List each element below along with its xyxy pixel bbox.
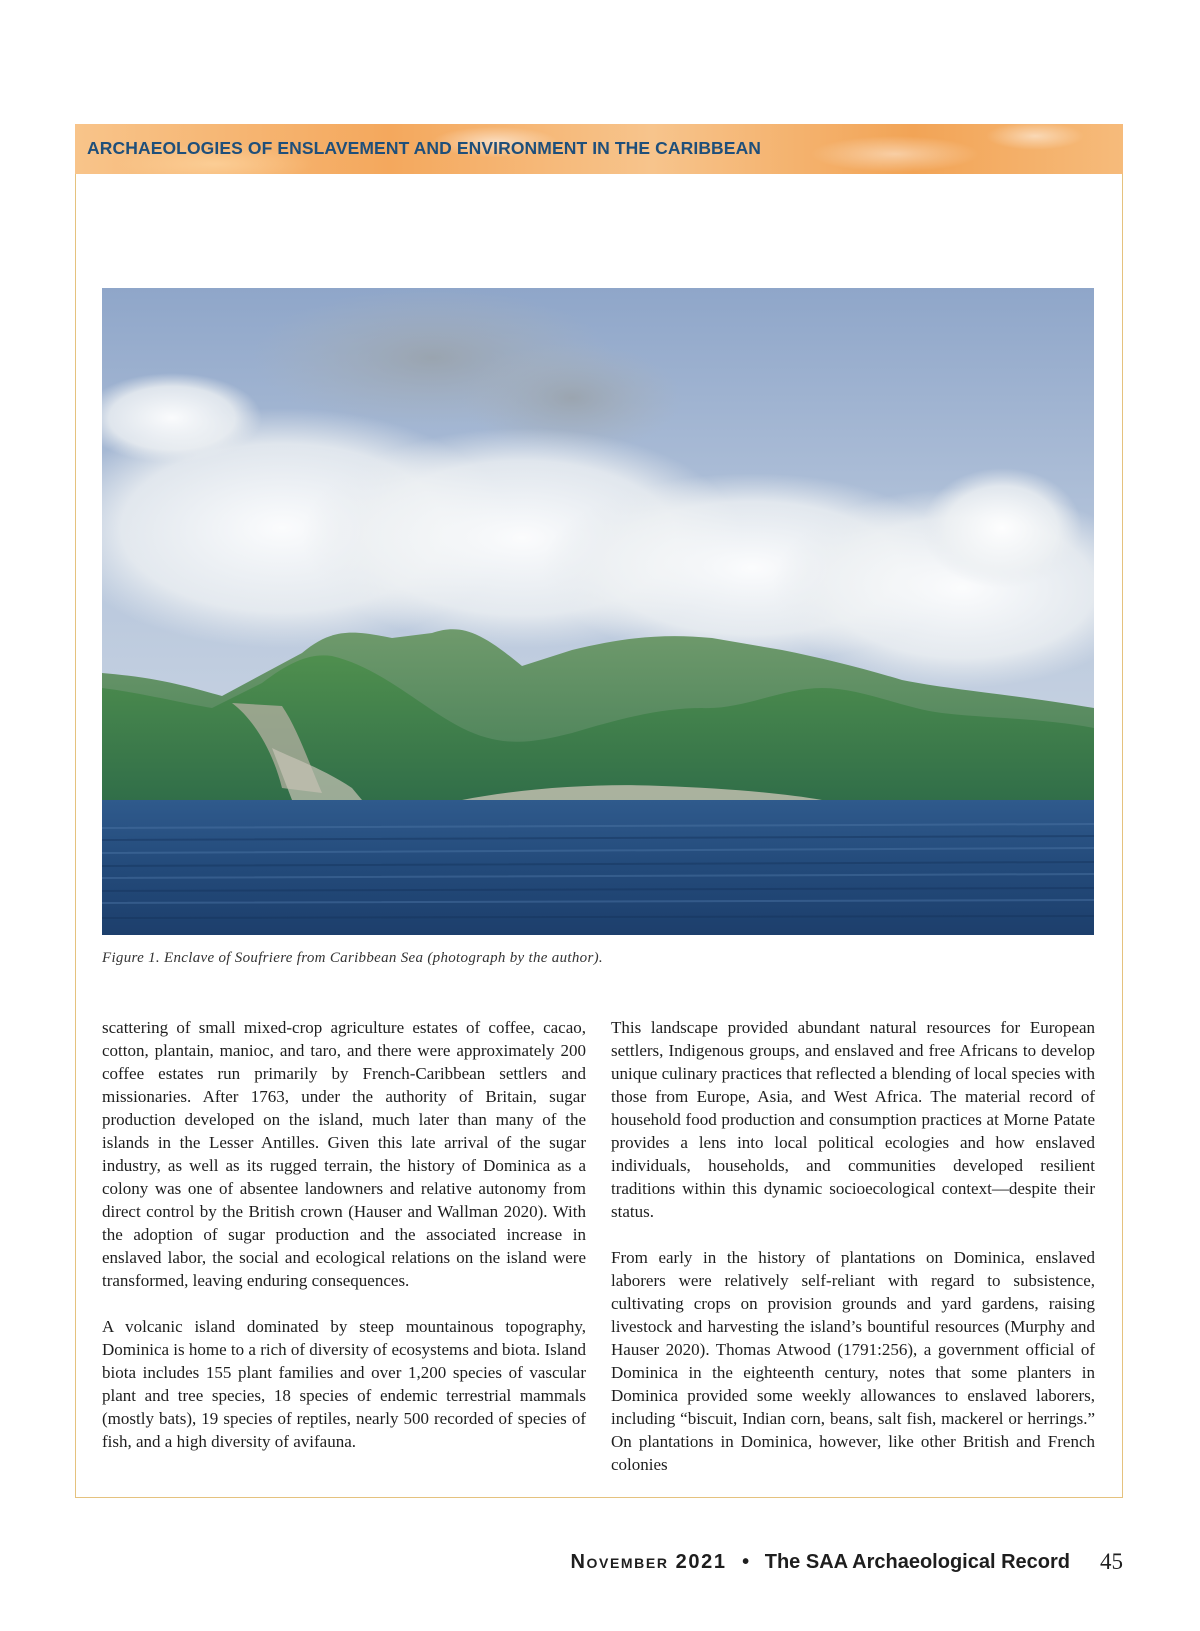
running-footer [571,1551,1071,1574]
paragraph: A volcanic island dominated by steep mountainous topography, Dominica is home to a rich of diversity of ecosystems and biota. Island biota includes 155 plant families and over 1,200 species of vascular plant and tree species, 18 species of endemic terrestrial mammals (mostly bats), 19 species of reptiles, nearly 500 recorded of species of fish, and a high diversity of avifauna. [102,1317,586,1451]
text-column-left [102,1016,586,1453]
paragraph: This landscape provided abundant natural resources for European settlers, Indigenous groups, and enslaved and free Africans to develop unique culinary practices that reflected a blending of local species with those from Europe, Asia, and West Africa. The material record of household food production and consumption practices at Morne Patate provides a lens into local political ecologies and how enslaved individuals, households, and communities developed resilient traditions within this dynamic socioecological context—despite their status. [611,1018,1095,1221]
footer-bullet: • [742,1551,750,1573]
text-column-right [611,1016,1095,1476]
banner-title: ARCHAEOLOGIES OF ENSLAVEMENT AND ENVIRONMENT IN THE CARIBBEAN [87,138,762,158]
paragraph: scattering of small mixed-crop agriculture estates of coffee, cacao, cotton, plantain, manioc, and taro, and there were approximately 200 coffee estates run primarily by French-Caribbean settlers and missionaries. After 1763, under the authority of Britain, sugar production developed on the island, much later than many of the islands in the Lesser Antilles. Given this late arrival of the sugar industry, as well as its rugged terrain, the history of Dominica as a colony was one of absentee landowners and relative autonomy from direct control by the British crown (Hauser and Wallman 2020). With the adoption of sugar production and the associated increase in enslaved labor, the social and ecological relations on the island were transformed, leaving enduring consequences. [102,1018,586,1290]
figure-caption: Figure 1. Enclave of Soufriere from Caribbean Sea (photograph by the author). [102,950,603,966]
footer-date: November 2021 [570,1551,727,1573]
footer-publication: The SAA Archaeological Record [764,1551,1070,1573]
figure-photo [102,288,1094,935]
section-banner [75,124,1123,174]
page-number: 45 [1100,1549,1123,1574]
paragraph: From early in the history of plantations on Dominica, enslaved laborers were relatively self-reliant with regard to subsistence, cultivating crops on provision grounds and yard gardens, raising livestock and harvesting the island’s bountiful resources (Murphy and Hauser 2020). Thomas Atwood (1791:256), a government official of Dominica in the eighteenth century, notes that some planters in Dominica provided some weekly allowances to enslaved laborers, including “biscuit, Indian corn, beans, salt fish, mackerel or herrings.” On plantations in Dominica, however, like other British and French colonies [611,1248,1095,1474]
